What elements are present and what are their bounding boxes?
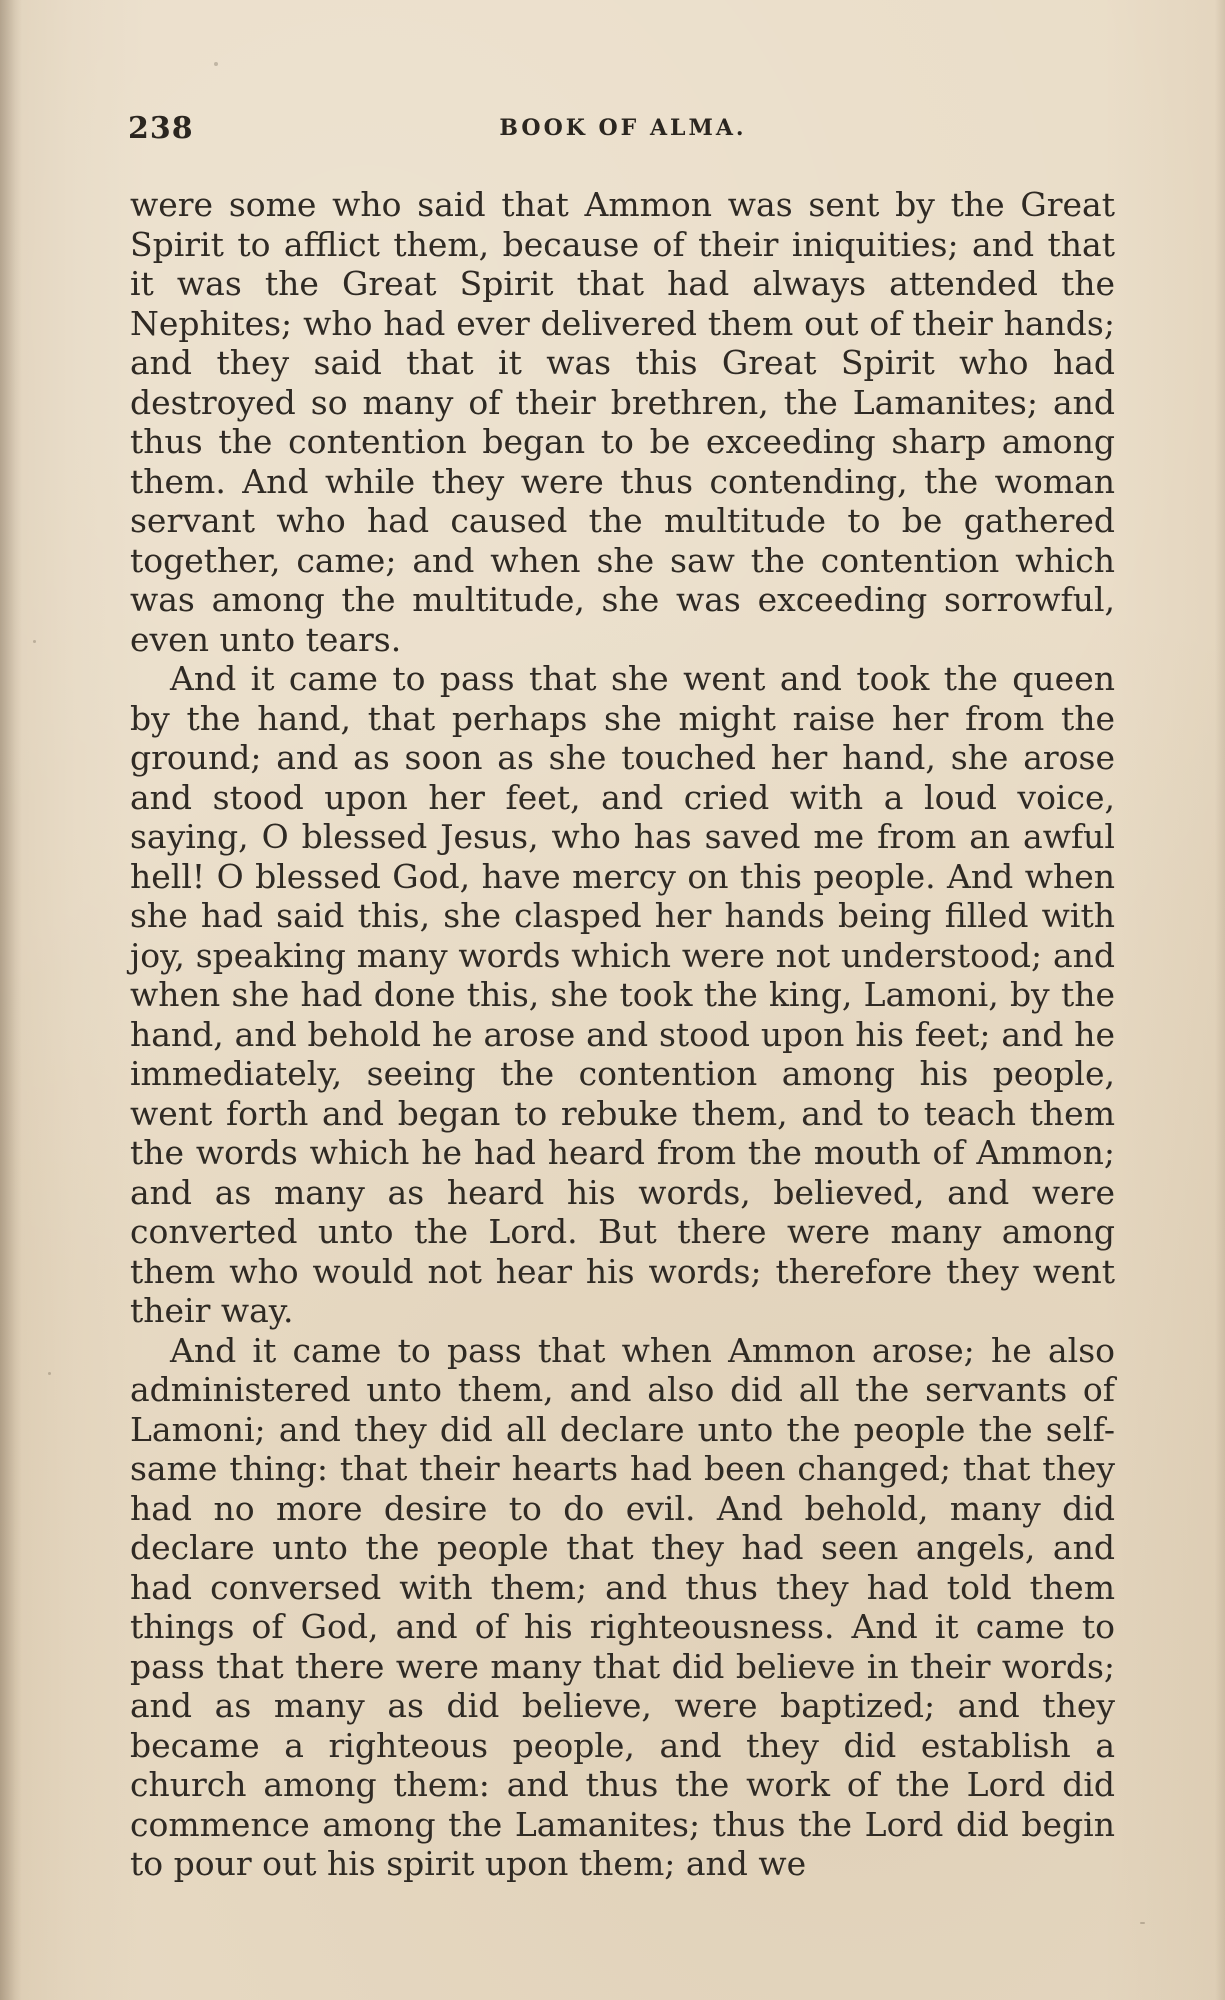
page-text [130,185,1115,1885]
speck-mark [33,640,36,643]
speck-mark [48,1372,51,1375]
speck-mark [1140,1922,1145,1924]
page-edge-shadow [1215,0,1225,2000]
paragraph-2: And it came to pass that she went and took the queen by the hand, that perhaps she might raise her from the ground; and as soon as she touched her hand, she arose and stood upon her feet, and cried with a loud voice, saying, O blessed Jesus, who has saved me from an awful hell! O blessed God, have mercy on this people. And when she had said this, she clasped her hands being filled with joy, speaking many words which were not understood; and when she had done this, she took the king, Lamoni, by the hand, and behold he arose and stood upon his feet; and he immediately, seeing the contention among his people, went forth and began to rebuke them, and to teach them the words which he had heard from the mouth of Ammon; and as many as heard his words, believed, and were converted unto the Lord. But there were many among them who would not hear his words; therefore they went their way. [130,659,1115,1330]
speck-mark [214,62,218,66]
running-head: BOOK OF ALMA. [499,115,747,141]
page-header [128,108,1118,148]
paragraph-3: And it came to pass that when Ammon arose; he also administered unto them, and also did all the servants of Lamoni; and they did all declare unto the people the self-same thing: that their hearts had been changed; that they had no more desire to do evil. And behold, many did declare unto the people that they had seen angels, and had conversed with them; and thus they had told them things of God, and of his righteousness. And it came to pass that there were many that did believe in their words; and as many as did believe, were baptized; and they became a righteous people, and they did establish a church among them: and thus the work of the Lord did commence among the Lamanites; thus the Lord did begin to pour out his spirit upon them; and we [130,1330,1115,1883]
paragraph-1: were some who said that Ammon was sent by the Great Spirit to afflict them, because of their iniquities; and that it was the Great Spirit that had always attended the Nephites; who had ever delivered them out of their hands; and they said that it was this Great Spirit who had destroyed so many of their brethren, the Lamanites; and thus the contention began to be exceeding sharp among them. And while they were thus contending, the woman servant who had caused the multitude to be gathered together, came; and when she saw the contention which was among the multitude, she was exceeding sorrowful, even unto tears. [130,185,1115,659]
binding-shadow [0,0,22,2000]
page-number: 238 [128,110,194,146]
